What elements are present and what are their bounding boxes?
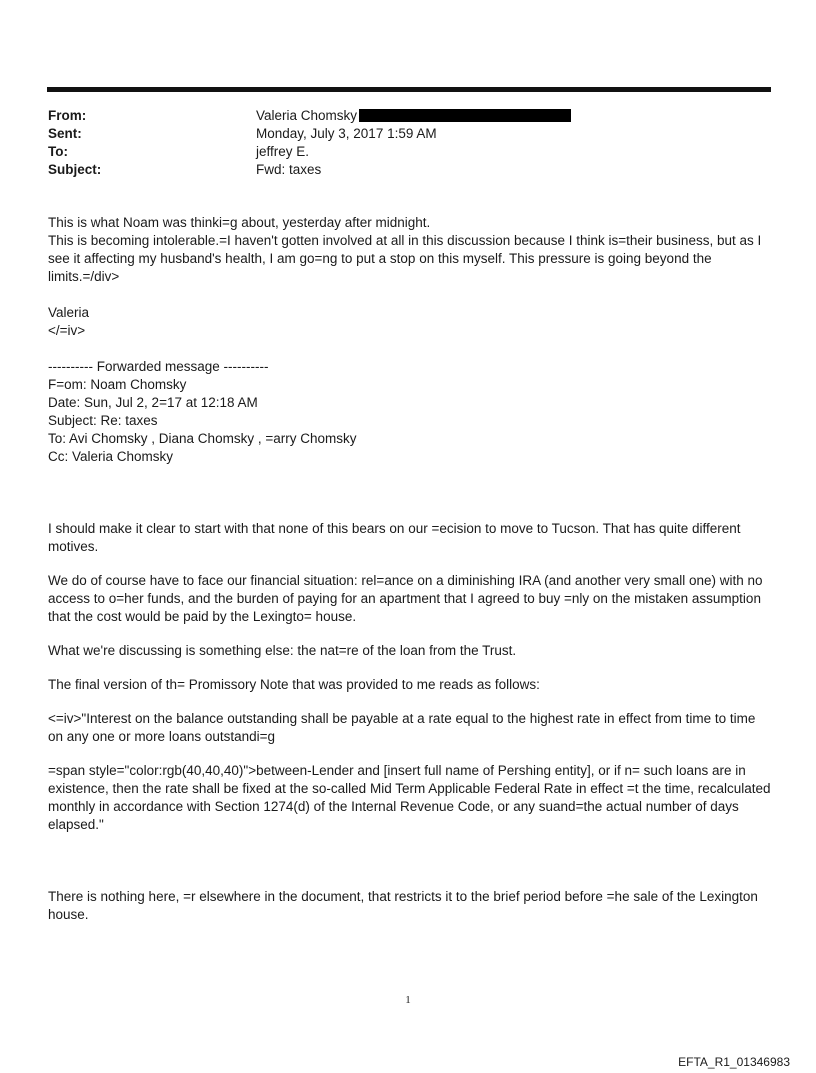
to-value: jeffrey E.	[256, 144, 310, 159]
paragraph-2: We do of course have to face our financial situation: rel=ance on a diminishing IRA (and another very small one) with no access to o=her funds, and the burden of paying for an apartment that I agreed to buy =nly on the mistaken assumption that the cost would be paid by the Lexingto= house.	[48, 573, 763, 624]
email-body	[48, 214, 772, 924]
forward-cc: Cc: Valeria Chomsky	[48, 449, 174, 464]
sent-value: Monday, July 3, 2017 1:59 AM	[256, 126, 437, 141]
forward-date: Date: Sun, Jul 2, 2=17 at 12:18 AM	[48, 395, 258, 410]
redaction-bar	[359, 109, 571, 122]
from-value	[256, 107, 768, 125]
from-row	[48, 107, 768, 125]
paragraph-4: The final version of th= Promissory Note that was provided to me reads as follows:	[48, 677, 540, 692]
signoff-tag: </=iv>	[48, 323, 86, 338]
paragraph-5: There is nothing here, =r elsewhere in the document, that restricts it to the brief period before =he sale of the Lexington house.	[48, 889, 758, 922]
signoff: Valeria	[48, 305, 90, 320]
paragraph-1: I should make it clear to start with that none of this bears on our =ecision to move to Tucson. That has quite different motives.	[48, 521, 741, 554]
paragraph-3: What we're discussing is something else: the nat=re of the loan from the Trust.	[48, 643, 517, 658]
from-name: Valeria Chomsky	[256, 108, 358, 123]
to-row	[48, 143, 768, 161]
email-header	[48, 107, 768, 179]
subject-label: Subject:	[48, 162, 102, 177]
from-label: From:	[48, 108, 87, 123]
intro-line-1: This is what Noam was thinki=g about, yesterday after midnight.	[48, 215, 431, 230]
header-rule	[47, 87, 771, 92]
quoted-paragraph-1: <=iv>"Interest on the balance outstanding shall be payable at a rate equal to the highest rate in effect from time to time on any one or more loans outstandi=g	[48, 711, 756, 744]
subject-row	[48, 161, 768, 179]
forward-to: To: Avi Chomsky , Diana Chomsky , =arry Chomsky	[48, 431, 357, 446]
forward-from: F=om: Noam Chomsky	[48, 377, 187, 392]
bates-number: EFTA_R1_01346983	[678, 1055, 790, 1069]
subject-value: Fwd: taxes	[256, 162, 322, 177]
intro-line-2: This is becoming intolerable.=I haven't gotten involved at all in this discussion because I think is=their business, but as I see it affecting my husband's health, I am go=ng to put a stop on this myself. This pressure is going beyond the limits.=/div>	[48, 233, 762, 284]
forward-header: ---------- Forwarded message ----------	[48, 359, 269, 374]
page-number: 1	[405, 994, 411, 1006]
quoted-paragraph-2: =span style="color:rgb(40,40,40)">between-Lender and [insert full name of Pershing entity], or if n= such loans are in existence, then the rate shall be fixed at the so-called Mid Term Applicable Federal Rate in effect =t the time, recalculated monthly in accordance with Section 1274(d) of the Internal Revenue Code, or any suand=the actual number of days elapsed."	[48, 763, 771, 832]
sent-row	[48, 125, 768, 143]
to-label: To:	[48, 144, 68, 159]
sent-label: Sent:	[48, 126, 82, 141]
forward-subject: Subject: Re: taxes	[48, 413, 158, 428]
